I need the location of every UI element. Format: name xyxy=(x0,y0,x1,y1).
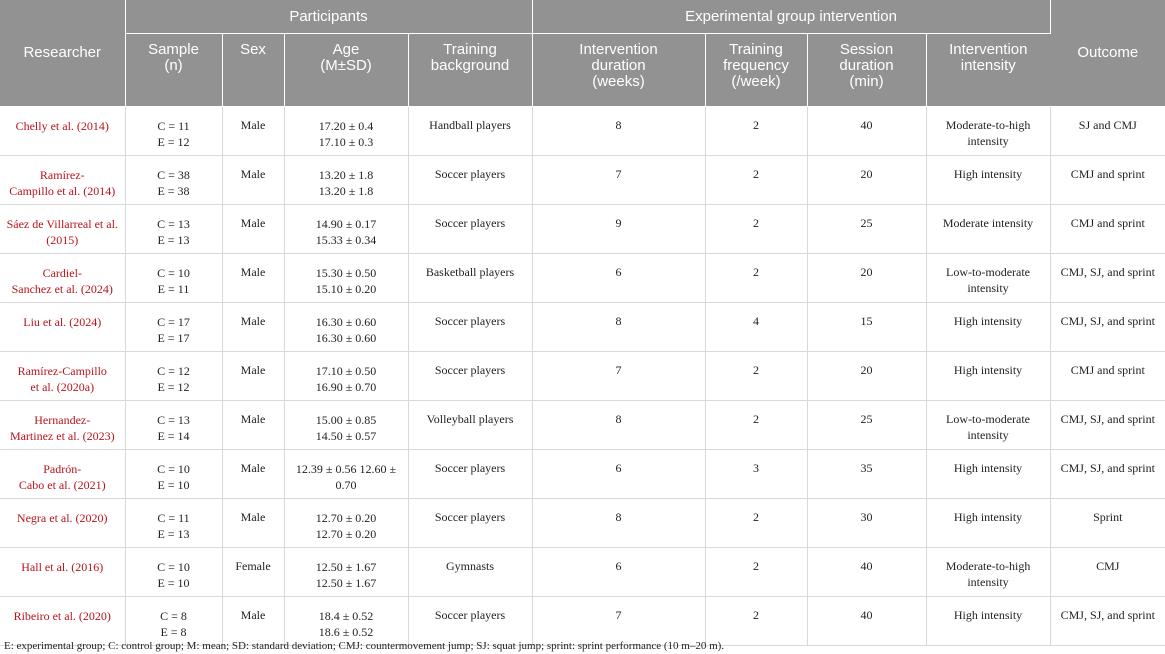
cell-sex xyxy=(222,254,284,303)
table-row xyxy=(0,352,1165,401)
table-row xyxy=(0,450,1165,499)
cell-training-frequency xyxy=(705,107,807,156)
cell-intervention-intensity-text: High intensity xyxy=(953,167,1023,181)
header-participants: Participants xyxy=(125,0,532,34)
cell-session-duration xyxy=(807,107,926,156)
cell-researcher[interactable] xyxy=(0,401,125,450)
table-row xyxy=(0,156,1165,205)
cell-sample xyxy=(125,156,222,205)
cell-sex xyxy=(222,597,284,646)
header-outcome: Outcome xyxy=(1050,0,1165,107)
cell-sample-text: C = 11 E = 13 xyxy=(157,511,190,541)
header-training-frequency: Training frequency (/week) xyxy=(705,34,807,107)
cell-session-duration-text: 40 xyxy=(860,608,873,622)
cell-session-duration-text: 35 xyxy=(860,461,873,475)
cell-sample xyxy=(125,548,222,597)
cell-age-text: 12.50 ± 1.67 12.50 ± 1.67 xyxy=(315,560,377,590)
cell-sample xyxy=(125,107,222,156)
cell-sex-text: Male xyxy=(240,216,266,230)
cell-outcome-text: Sprint xyxy=(1093,510,1123,524)
cell-intervention-duration xyxy=(532,597,705,646)
cell-age xyxy=(284,205,408,254)
cell-intervention-intensity xyxy=(926,548,1050,597)
cell-intervention-intensity xyxy=(926,254,1050,303)
cell-intervention-duration xyxy=(532,205,705,254)
table-row xyxy=(0,401,1165,450)
cell-intervention-duration xyxy=(532,156,705,205)
cell-sample-text: C = 10 E = 11 xyxy=(157,266,190,296)
cell-session-duration-text: 20 xyxy=(860,363,873,377)
cell-training-frequency-text: 3 xyxy=(753,461,759,475)
cell-sample-text: C = 10 E = 10 xyxy=(157,560,190,590)
cell-session-duration xyxy=(807,597,926,646)
cell-researcher[interactable] xyxy=(0,303,125,352)
cell-training-background xyxy=(408,205,532,254)
cell-intervention-intensity-text: High intensity xyxy=(953,363,1023,377)
cell-intervention-intensity-text: Moderate-to-high intensity xyxy=(945,118,1031,148)
cell-training-background xyxy=(408,499,532,548)
cell-intervention-duration-text: 7 xyxy=(615,363,622,377)
cell-sample xyxy=(125,597,222,646)
cell-age-text: 18.4 ± 0.52 18.6 ± 0.52 xyxy=(318,609,374,639)
cell-training-frequency xyxy=(705,548,807,597)
cell-sex xyxy=(222,352,284,401)
cell-session-duration-text: 25 xyxy=(860,412,873,426)
cell-training-frequency-text: 2 xyxy=(753,510,759,524)
cell-age-text: 17.20 ± 0.4 17.10 ± 0.3 xyxy=(318,119,374,149)
cell-age-text: 12.70 ± 0.20 12.70 ± 0.20 xyxy=(315,511,377,541)
cell-outcome xyxy=(1050,107,1165,156)
cell-intervention-duration xyxy=(532,303,705,352)
cell-sample xyxy=(125,499,222,548)
cell-sex xyxy=(222,401,284,450)
cell-outcome-text: CMJ and sprint xyxy=(1070,167,1145,181)
cell-intervention-intensity xyxy=(926,352,1050,401)
cell-outcome xyxy=(1050,254,1165,303)
cell-training-background xyxy=(408,401,532,450)
cell-sex-text: Male xyxy=(240,167,266,181)
header-sex: Sex xyxy=(222,34,284,107)
cell-sex-text: Male xyxy=(240,461,266,475)
table-body xyxy=(0,107,1165,646)
cell-age xyxy=(284,548,408,597)
cell-intervention-duration xyxy=(532,499,705,548)
cell-sex xyxy=(222,303,284,352)
cell-intervention-duration xyxy=(532,401,705,450)
cell-age xyxy=(284,254,408,303)
cell-outcome xyxy=(1050,156,1165,205)
cell-training-background-text: Soccer players xyxy=(434,461,506,475)
table-row xyxy=(0,499,1165,548)
cell-outcome-text: CMJ, SJ, and sprint xyxy=(1060,412,1155,426)
cell-session-duration xyxy=(807,450,926,499)
cell-sample xyxy=(125,205,222,254)
cell-sex xyxy=(222,205,284,254)
cell-sex-text: Male xyxy=(240,608,266,622)
cell-training-frequency-text: 2 xyxy=(753,363,759,377)
cell-researcher-text[interactable]: Ramírez-Campillo et al. (2020a) xyxy=(17,364,107,394)
cell-intervention-intensity xyxy=(926,107,1050,156)
cell-session-duration xyxy=(807,548,926,597)
cell-researcher[interactable] xyxy=(0,352,125,401)
cell-researcher[interactable] xyxy=(0,254,125,303)
cell-sample-text: C = 11 E = 12 xyxy=(157,119,190,149)
cell-intervention-intensity-text: Low-to-moderate intensity xyxy=(946,412,1030,442)
cell-intervention-intensity xyxy=(926,156,1050,205)
cell-intervention-duration-text: 8 xyxy=(615,118,622,132)
cell-sample-text: C = 13 E = 13 xyxy=(157,217,190,247)
cell-researcher[interactable] xyxy=(0,156,125,205)
cell-session-duration-text: 15 xyxy=(860,314,873,328)
table-row xyxy=(0,597,1165,646)
cell-intervention-intensity xyxy=(926,303,1050,352)
cell-session-duration-text: 20 xyxy=(860,265,873,279)
cell-intervention-intensity-text: High intensity xyxy=(953,314,1023,328)
cell-session-duration xyxy=(807,401,926,450)
cell-intervention-intensity xyxy=(926,205,1050,254)
cell-researcher[interactable] xyxy=(0,499,125,548)
cell-sex xyxy=(222,548,284,597)
cell-intervention-duration-text: 6 xyxy=(615,559,622,573)
cell-intervention-duration-text: 7 xyxy=(615,167,622,181)
table-row xyxy=(0,303,1165,352)
cell-intervention-duration-text: 8 xyxy=(615,314,622,328)
cell-session-duration xyxy=(807,303,926,352)
header-experimental-group: Experimental group intervention xyxy=(532,0,1050,34)
cell-training-frequency xyxy=(705,254,807,303)
cell-sex-text: Female xyxy=(235,559,271,573)
header-sample: Sample (n) xyxy=(125,34,222,107)
cell-training-frequency-text: 2 xyxy=(753,412,759,426)
cell-researcher-text[interactable]: Ramírez- Campillo et al. (2014) xyxy=(9,168,116,198)
cell-sample xyxy=(125,401,222,450)
cell-session-duration xyxy=(807,254,926,303)
cell-intervention-intensity-text: High intensity xyxy=(953,510,1023,524)
cell-researcher-text[interactable]: Negra et al. (2020) xyxy=(16,511,108,525)
cell-sex-text: Male xyxy=(240,314,266,328)
cell-researcher-text[interactable]: Hall et al. (2016) xyxy=(21,560,104,574)
cell-outcome-text: CMJ and sprint xyxy=(1070,363,1145,377)
cell-sample-text: C = 12 E = 12 xyxy=(157,364,190,394)
cell-outcome xyxy=(1050,352,1165,401)
cell-intervention-duration-text: 6 xyxy=(615,265,622,279)
cell-researcher-text[interactable]: Padrón- Cabo et al. (2021) xyxy=(18,462,106,492)
cell-intervention-intensity-text: High intensity xyxy=(953,461,1023,475)
cell-age-text: 12.39 ± 0.56 12.60 ± 0.70 xyxy=(295,462,397,492)
cell-age xyxy=(284,303,408,352)
header-session-duration: Session duration (min) xyxy=(807,34,926,107)
cell-researcher-text[interactable]: Sáez de Villarreal et al. (2015) xyxy=(6,217,118,247)
cell-outcome xyxy=(1050,205,1165,254)
cell-intervention-intensity-text: High intensity xyxy=(953,608,1023,622)
cell-sex-text: Male xyxy=(240,412,266,426)
cell-sample-text: C = 17 E = 17 xyxy=(157,315,190,345)
table-row xyxy=(0,107,1165,156)
cell-outcome-text: CMJ and sprint xyxy=(1070,216,1145,230)
cell-intervention-duration-text: 8 xyxy=(615,510,622,524)
cell-session-duration-text: 30 xyxy=(860,510,873,524)
cell-intervention-duration-text: 8 xyxy=(615,412,622,426)
cell-training-frequency-text: 2 xyxy=(753,265,759,279)
cell-researcher-text[interactable]: Ribeiro et al. (2020) xyxy=(13,609,111,623)
cell-outcome-text: CMJ xyxy=(1096,559,1120,573)
cell-training-frequency xyxy=(705,352,807,401)
cell-training-background xyxy=(408,156,532,205)
cell-outcome-text: CMJ, SJ, and sprint xyxy=(1060,314,1155,328)
cell-outcome-text: CMJ, SJ, and sprint xyxy=(1060,608,1155,622)
cell-age xyxy=(284,597,408,646)
cell-training-background xyxy=(408,450,532,499)
cell-age-text: 14.90 ± 0.17 15.33 ± 0.34 xyxy=(315,217,377,247)
cell-training-background-text: Soccer players xyxy=(434,608,506,622)
cell-researcher[interactable] xyxy=(0,205,125,254)
cell-training-frequency xyxy=(705,499,807,548)
cell-training-frequency xyxy=(705,156,807,205)
cell-researcher[interactable] xyxy=(0,597,125,646)
cell-intervention-duration xyxy=(532,254,705,303)
cell-intervention-intensity xyxy=(926,401,1050,450)
cell-training-frequency-text: 2 xyxy=(753,216,759,230)
cell-age-text: 13.20 ± 1.8 13.20 ± 1.8 xyxy=(318,168,374,198)
cell-sex xyxy=(222,107,284,156)
cell-intervention-duration xyxy=(532,548,705,597)
cell-sex-text: Male xyxy=(240,265,266,279)
cell-training-frequency-text: 2 xyxy=(753,118,759,132)
cell-outcome-text: SJ and CMJ xyxy=(1078,118,1137,132)
cell-researcher-text[interactable]: Cardiel- Sanchez et al. (2024) xyxy=(11,266,113,296)
cell-age-text: 17.10 ± 0.50 16.90 ± 0.70 xyxy=(315,364,377,394)
cell-sex-text: Male xyxy=(240,118,266,132)
cell-age-text: 15.00 ± 0.85 14.50 ± 0.57 xyxy=(315,413,377,443)
cell-training-frequency xyxy=(705,450,807,499)
header-intervention-intensity: Intervention intensity xyxy=(926,34,1050,107)
cell-sex-text: Male xyxy=(240,510,266,524)
cell-training-background xyxy=(408,548,532,597)
cell-training-background xyxy=(408,303,532,352)
table-row xyxy=(0,548,1165,597)
cell-sample xyxy=(125,254,222,303)
cell-sex xyxy=(222,450,284,499)
cell-training-frequency-text: 2 xyxy=(753,559,759,573)
cell-training-frequency xyxy=(705,303,807,352)
cell-training-background-text: Soccer players xyxy=(434,363,506,377)
header-training-background: Training background xyxy=(408,34,532,107)
cell-training-background xyxy=(408,254,532,303)
cell-intervention-duration xyxy=(532,107,705,156)
cell-training-background-text: Soccer players xyxy=(434,216,506,230)
table-header xyxy=(0,0,1165,107)
cell-sample xyxy=(125,352,222,401)
cell-age xyxy=(284,352,408,401)
cell-sex-text: Male xyxy=(240,363,266,377)
cell-researcher[interactable] xyxy=(0,450,125,499)
cell-sex xyxy=(222,156,284,205)
cell-intervention-intensity-text: Moderate intensity xyxy=(942,216,1034,230)
cell-training-background-text: Volleyball players xyxy=(426,412,514,426)
cell-session-duration xyxy=(807,156,926,205)
cell-session-duration-text: 40 xyxy=(860,559,873,573)
cell-intervention-duration xyxy=(532,352,705,401)
cell-outcome xyxy=(1050,499,1165,548)
cell-sample-text: C = 10 E = 10 xyxy=(157,462,190,492)
cell-researcher[interactable] xyxy=(0,548,125,597)
cell-session-duration xyxy=(807,499,926,548)
cell-training-frequency-text: 2 xyxy=(753,608,759,622)
header-researcher: Researcher xyxy=(0,0,125,107)
cell-sample-text: C = 38 E = 38 xyxy=(157,168,190,198)
cell-training-background-text: Soccer players xyxy=(434,167,506,181)
cell-training-background-text: Basketball players xyxy=(425,265,515,279)
header-age: Age (M±SD) xyxy=(284,34,408,107)
cell-training-background-text: Handball players xyxy=(429,118,511,132)
cell-outcome-text: CMJ, SJ, and sprint xyxy=(1060,461,1155,475)
cell-training-frequency-text: 2 xyxy=(753,167,759,181)
cell-session-duration-text: 25 xyxy=(860,216,873,230)
header-intervention-duration: Intervention duration (weeks) xyxy=(532,34,705,107)
cell-intervention-intensity xyxy=(926,499,1050,548)
cell-researcher-text[interactable]: Liu et al. (2024) xyxy=(23,315,102,329)
cell-training-background xyxy=(408,107,532,156)
cell-intervention-duration-text: 7 xyxy=(615,608,622,622)
cell-training-frequency-text: 4 xyxy=(753,314,759,328)
cell-age xyxy=(284,450,408,499)
cell-intervention-intensity-text: Moderate-to-high intensity xyxy=(945,559,1031,589)
cell-sex xyxy=(222,499,284,548)
cell-age xyxy=(284,499,408,548)
cell-training-frequency xyxy=(705,205,807,254)
cell-age xyxy=(284,156,408,205)
cell-intervention-duration-text: 6 xyxy=(615,461,622,475)
cell-training-background xyxy=(408,352,532,401)
cell-researcher-text[interactable]: Chelly et al. (2014) xyxy=(15,119,109,133)
cell-training-background xyxy=(408,597,532,646)
cell-outcome xyxy=(1050,401,1165,450)
cell-researcher-text[interactable]: Hernandez- Martinez et al. (2023) xyxy=(9,413,115,443)
table-row xyxy=(0,254,1165,303)
cell-training-background-text: Soccer players xyxy=(434,314,506,328)
cell-outcome xyxy=(1050,303,1165,352)
cell-session-duration-text: 40 xyxy=(860,118,873,132)
cell-age xyxy=(284,401,408,450)
cell-outcome xyxy=(1050,597,1165,646)
cell-training-frequency xyxy=(705,401,807,450)
table-row xyxy=(0,205,1165,254)
cell-sample xyxy=(125,450,222,499)
cell-intervention-duration xyxy=(532,450,705,499)
cell-outcome-text: CMJ, SJ, and sprint xyxy=(1060,265,1155,279)
cell-age xyxy=(284,107,408,156)
cell-session-duration xyxy=(807,205,926,254)
cell-age-text: 15.30 ± 0.50 15.10 ± 0.20 xyxy=(315,266,377,296)
table-footnote: E: experimental group; C: control group; M: mean; SD: standard deviation; CMJ: countermovement jump; SJ: squat jump; sprint: sprint performance (10 m–20 m). xyxy=(4,640,725,652)
cell-outcome xyxy=(1050,548,1165,597)
cell-sample-text: C = 13 E = 14 xyxy=(157,413,190,443)
cell-session-duration-text: 20 xyxy=(860,167,873,181)
cell-sample-text: C = 8 E = 8 xyxy=(160,609,187,639)
cell-outcome xyxy=(1050,450,1165,499)
cell-intervention-intensity xyxy=(926,597,1050,646)
cell-training-background-text: Soccer players xyxy=(434,510,506,524)
cell-intervention-duration-text: 9 xyxy=(615,216,622,230)
cell-intervention-intensity-text: Low-to-moderate intensity xyxy=(946,265,1030,295)
cell-age-text: 16.30 ± 0.60 16.30 ± 0.60 xyxy=(315,315,377,345)
cell-researcher[interactable] xyxy=(0,107,125,156)
cell-intervention-intensity xyxy=(926,450,1050,499)
cell-training-frequency xyxy=(705,597,807,646)
cell-training-background-text: Gymnasts xyxy=(446,559,494,573)
cell-session-duration xyxy=(807,352,926,401)
cell-sample xyxy=(125,303,222,352)
